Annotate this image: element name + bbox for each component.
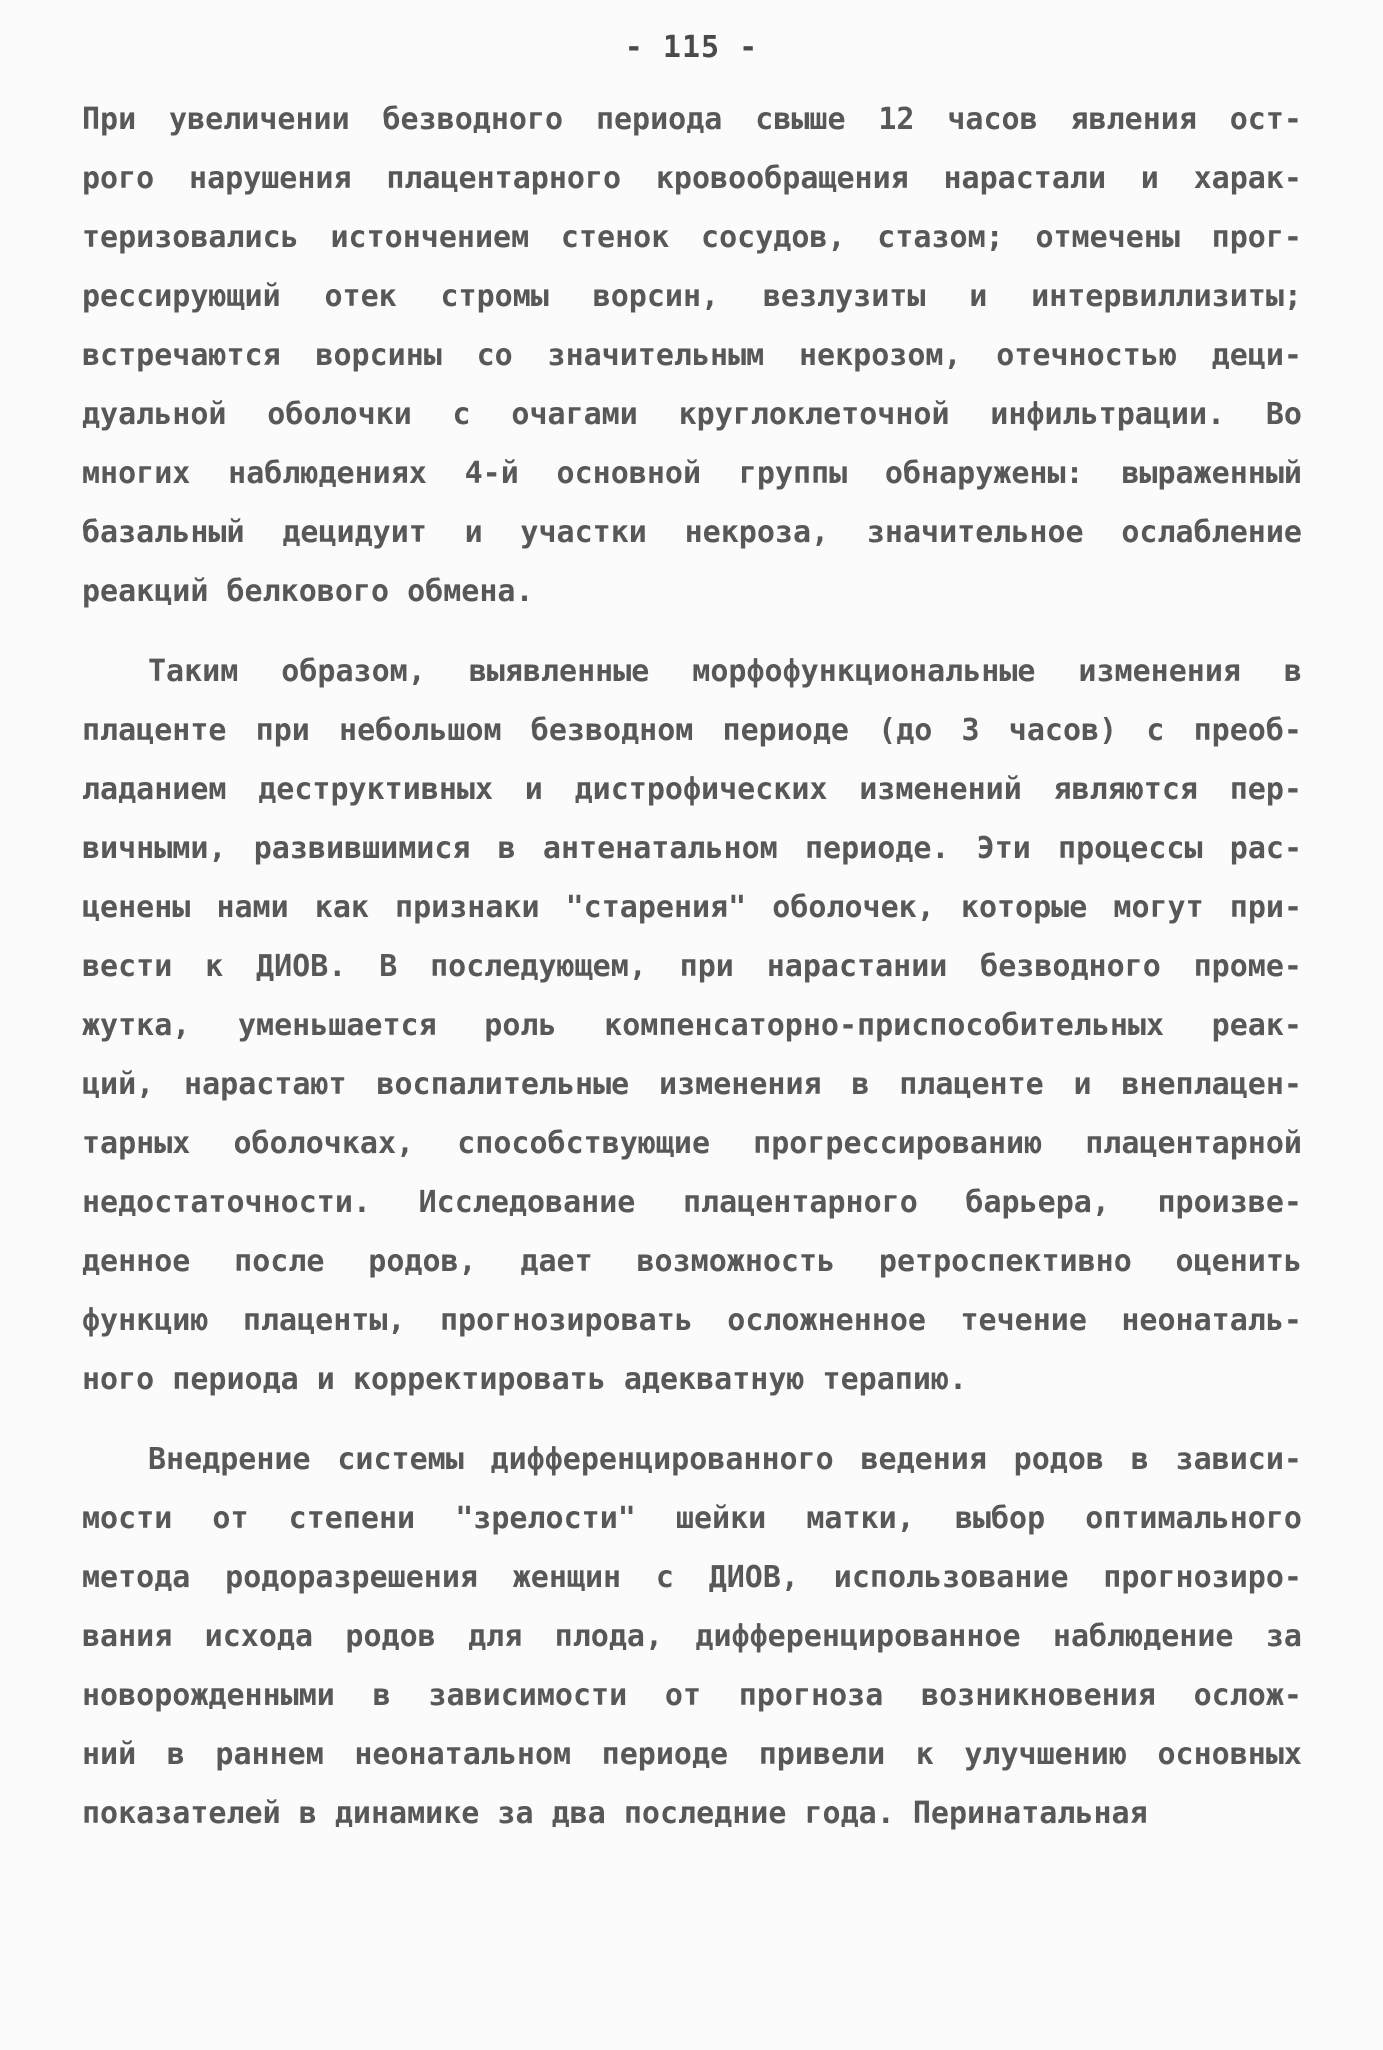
text-line: мости от степени "зрелости" шейки матки, выбор оптимального [82, 1501, 1302, 1536]
page-number: - 115 - [624, 30, 759, 65]
text-line: дуальной оболочки с очагами круглоклеточной инфильтрации. Во [82, 397, 1302, 432]
text-line: При увеличении безводного периода свыше 12 часов явления ост- [82, 102, 1302, 137]
text-line: ценены нами как признаки "старения" оболочек, которые могут при- [82, 890, 1302, 925]
text-line: денное после родов, дает возможность ретроспективно оценить [82, 1244, 1302, 1279]
text-line: недостаточности. Исследование плацентарного барьера, произве- [82, 1185, 1302, 1220]
text-line: теризовались истончением стенок сосудов, стазом; отмечены прог- [82, 220, 1302, 255]
text-line: вичными, развившимися в антенатальном периоде. Эти процессы рас- [82, 831, 1302, 866]
text-line: жутка, уменьшается роль компенсаторно-приспособительных реак- [82, 1008, 1302, 1043]
text-line: рого нарушения плацентарного кровообращения нарастали и харак- [82, 161, 1302, 196]
text-line: функцию плаценты, прогнозировать осложненное течение неонаталь- [82, 1303, 1302, 1338]
text-line: базальный децидуит и участки некроза, значительное ослабление [82, 515, 1302, 550]
text-line: новорожденными в зависимости от прогноза возникновения ослож- [82, 1678, 1302, 1713]
text-line: ладанием деструктивных и дистрофических изменений являются пер- [82, 772, 1302, 807]
text-line: реакций белкового обмена. [82, 574, 534, 609]
text-line: плаценте при небольшом безводном периоде (до 3 часов) с преоб- [82, 713, 1302, 748]
text-line: тарных оболочках, способствующие прогрессированию плацентарной [82, 1126, 1302, 1161]
text-line: ний в раннем неонатальном периоде привели к улучшению основных [82, 1737, 1302, 1772]
text-line: многих наблюдениях 4-й основной группы обнаружены: выраженный [82, 456, 1302, 491]
text-line: ного периода и корректировать адекватную терапию. [82, 1362, 968, 1397]
text-line: Внедрение системы дифференцированного ведения родов в зависи- [148, 1442, 1302, 1477]
text-line: встречаются ворсины со значительным некрозом, отечностью деци- [82, 338, 1302, 373]
text-line: показателей в динамике за два последние года. Перинатальная [82, 1796, 1148, 1831]
text-line: вания исхода родов для плода, дифференцированное наблюдение за [82, 1619, 1302, 1654]
text-line: вести к ДИОВ. В последующем, при нарастании безводного проме- [82, 949, 1302, 984]
text-line: рессирующий отек стромы ворсин, везлузиты и интервиллизиты; [82, 279, 1302, 314]
text-line: Таким образом, выявленные морфофункциональные изменения в [148, 654, 1302, 689]
text-line: ций, нарастают воспалительные изменения в плаценте и внеплацен- [82, 1067, 1302, 1102]
text-line: метода родоразрешения женщин с ДИОВ, использование прогнозиро- [82, 1560, 1302, 1595]
